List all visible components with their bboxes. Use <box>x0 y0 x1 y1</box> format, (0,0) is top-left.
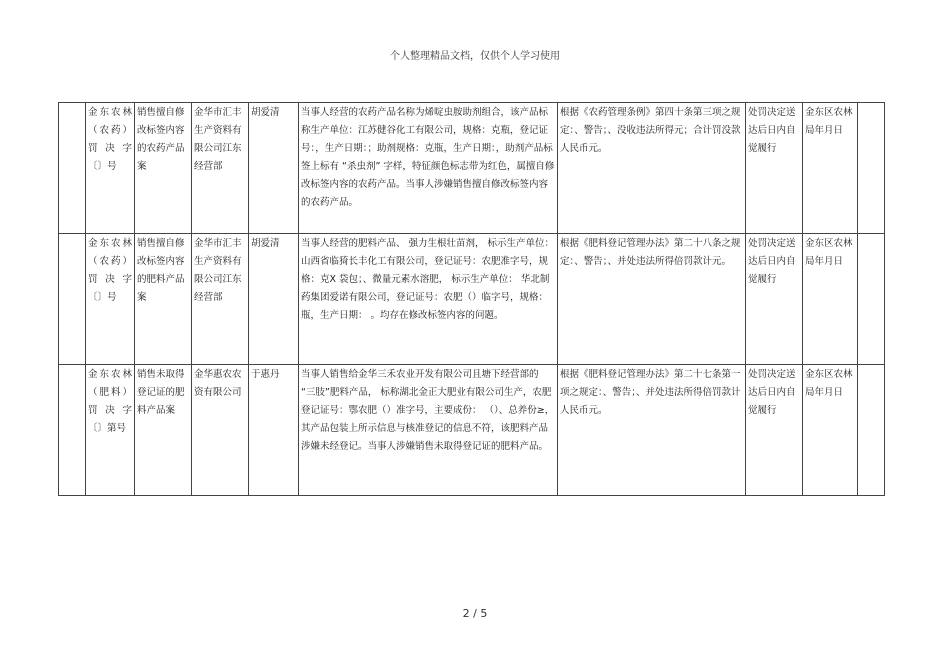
case-name-cell: 销售未取得登记证的肥料产品案 <box>135 365 192 496</box>
representative-cell: 胡爱清 <box>249 103 299 234</box>
deadline-cell: 处罚决定送达后日内自觉履行 <box>746 103 803 234</box>
document-number-cell: 金东农林（肥料）罚决字 〔〕第号 <box>86 365 135 496</box>
document-number-cell: 金东农林（农药）罚决字 〔〕号 <box>86 234 135 365</box>
party-name-cell: 金华市汇丰生产资料有限公司江东经营部 <box>192 234 249 365</box>
party-name-cell: 金华惠农农资有限公司 <box>192 365 249 496</box>
row-margin-cell <box>59 365 86 496</box>
penalty-basis-cell: 根据《肥料登记管理办法》第二十八条之规定：、警告；、并处违法所得倍罚款计元。 <box>558 234 746 365</box>
representative-cell: 胡爱清 <box>249 234 299 365</box>
row-margin-cell <box>59 103 86 234</box>
table-row <box>59 365 885 496</box>
party-name-cell: 金华市汇丰生产资料有限公司江东经营部 <box>192 103 249 234</box>
case-name-cell: 销售擅自修改标签内容的肥料产品案 <box>135 234 192 365</box>
deadline-cell: 处罚决定送达后日内自觉履行 <box>746 365 803 496</box>
case-name-cell: 销售擅自修改标签内容的农药产品案 <box>135 103 192 234</box>
violation-facts-cell: 当事人经营的肥料产品、 强力生根壮苗剂， 标示生产单位：山西省临猗长丰化工有限公司，登记证号：农肥准字号，规格：克X 袋包；、微量元素水溶肥， 标示生产单位： 华北制药集团爱诺有限公司，登记证号：农肥（）临字号，规格：瓶，生产日期： 。均存在修改标签内容的问题。 <box>299 234 558 365</box>
document-header-note: 个人整理精品文档，仅供个人学习使用 <box>390 51 560 62</box>
authority-cell: 金东区农林局年月日 <box>803 234 858 365</box>
penalty-basis-cell: 根据《肥料登记管理办法》第二十七条第一项之规定：、警告；、并处违法所得倍罚款计人民币元。 <box>558 365 746 496</box>
representative-cell: 于惠丹 <box>249 365 299 496</box>
penalty-records-table <box>58 102 885 496</box>
row-margin-cell <box>59 234 86 365</box>
violation-facts-cell: 当事人销售给金华三禾农业开发有限公司且塘下经营部的 “三肢”肥料产品， 标称湖北金正大肥业有限公司生产，农肥登记证号：鄂农肥（）准字号，主要成份： （）、总养份≥，其产品包装上所示信息与核准登记的信息不符，该肥料产品涉嫌未经登记。当事人涉嫌销售未取得登记证的肥料产品。 <box>299 365 558 496</box>
notes-cell <box>858 365 885 496</box>
violation-facts-cell: 当事人经营的农药产品名称为烯啶虫胺助剂组合，该产品标称生产单位：江苏健谷化工有限公司，规格：克瓶，登记证号：，生产日期：；助剂规格：克瓶，生产日期：，助剂产品标签上标有 “杀虫剂” 字样，特征颜色标志带为红色，属擅自修改标签内容的农药产品。当事人涉嫌销售擅自修改标签内容的农药产品。 <box>299 103 558 234</box>
document-number-cell: 金东农林（农药）罚决字 〔〕号 <box>86 103 135 234</box>
penalty-basis-cell: 根据《农药管理条例》第四十条第三项之规定：、警告；、没收违法所得元；合计罚没款人民币元。 <box>558 103 746 234</box>
authority-cell: 金东区农林局年月日 <box>803 365 858 496</box>
deadline-cell: 处罚决定送达后日内自觉履行 <box>746 234 803 365</box>
table-row <box>59 103 885 234</box>
table-row <box>59 234 885 365</box>
notes-cell <box>858 234 885 365</box>
page-number: 2 / 5 <box>462 607 488 620</box>
notes-cell <box>858 103 885 234</box>
authority-cell: 金东区农林局年月日 <box>803 103 858 234</box>
